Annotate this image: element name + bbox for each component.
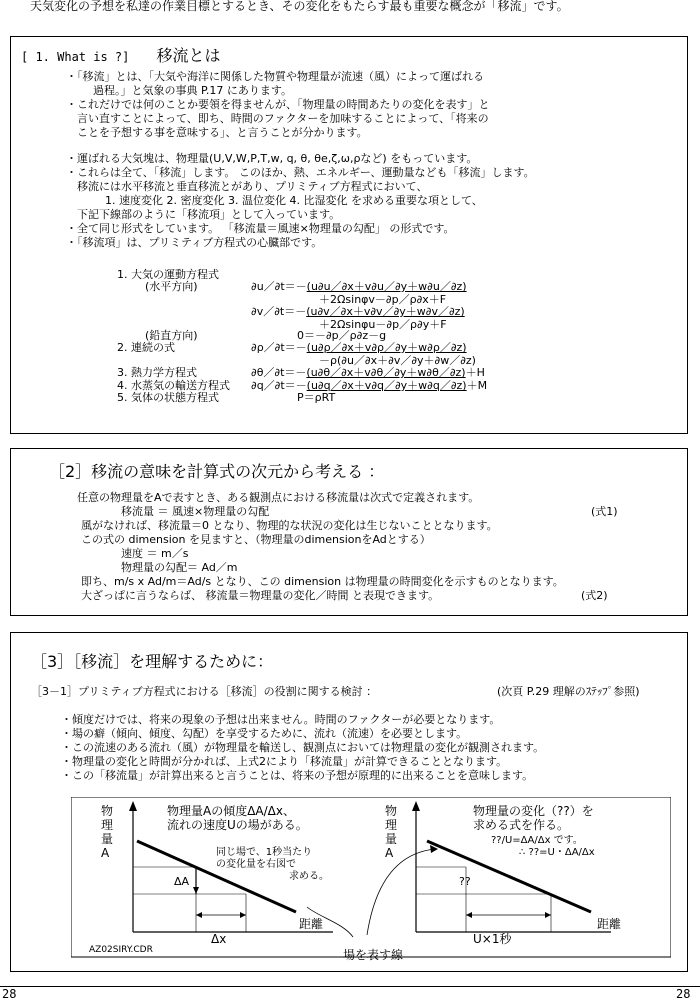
- left-ylabel-char: A: [101, 846, 110, 860]
- s3-line: ・この流速のある流れ（風）が物理量を輸送し、観測点においては物理量の変化が観測されます。: [61, 741, 545, 754]
- right-ylabel-char: A: [385, 846, 394, 860]
- s2-line: 即ち、m/s x Ad/m＝Ad/s となり、この dimension は物理量の時間変化を示すものとなります。: [81, 575, 564, 588]
- s1-line: ・これらは全て、「移流」します。 このほか、熱、エネルギー、運動量なども「移流」します。: [66, 166, 535, 179]
- field-line-label: 場を表す線: [343, 948, 404, 962]
- section-3-reference: (次頁 P.29 理解のｽﾃｯﾌﾟ参照): [497, 685, 640, 698]
- right-ylabel-char: 量: [385, 832, 398, 846]
- eq-label: 5. 気体の状態方程式: [117, 391, 219, 404]
- equation: ∂ρ／∂t＝－(u∂ρ／∂x＋v∂ρ／∂y＋w∂ρ／∂z): [251, 341, 467, 354]
- s1-line: 過程。」と気象の事典 P.17 にあります。: [93, 84, 293, 97]
- s1-line: ・運ばれる大気塊は、物理量(U,V,W,P,T,w, q, θ, θe,ζ,ω,ρなど) をもっています。: [66, 152, 478, 165]
- section-1-title: [ 1. What is ?] 移流とは: [21, 46, 221, 65]
- right-formula: ??/U=ΔA/Δx です。: [491, 835, 583, 846]
- equation: ∂θ／∂t＝－(u∂θ／∂x＋v∂θ／∂y＋w∂θ／∂z)＋H: [251, 366, 485, 379]
- s2-line: この式の dimension を見ますと、（物理量のdimensionをAdとする）: [81, 533, 431, 546]
- section-1-box: [10, 36, 688, 434]
- left-xlabel: 距離: [299, 917, 324, 931]
- equation: ∂v／∂t＝－(u∂v／∂x＋v∂v／∂y＋w∂v／∂z): [251, 305, 465, 318]
- footer-rule: [0, 986, 700, 987]
- u-label: U×1秒: [473, 932, 512, 946]
- s1-line: 言い直すことによって、即ち、時間のファクターを加味することによって、「将来の: [77, 112, 489, 125]
- section-2-title: ［2］移流の意味を計算式の次元から考える ：: [49, 462, 385, 481]
- left-ylabel-char: 量: [101, 832, 114, 846]
- left-ylabel-char: 理: [101, 818, 114, 832]
- left-caption: 流れの速度Uの場がある。: [167, 818, 308, 832]
- left-note: 同じ場で、1秒当たり: [216, 847, 313, 858]
- s1-line: ・これだけでは何のことか要領を得ませんが、「物理量の時間あたりの変化を表す」と: [66, 98, 490, 111]
- s3-line: ・物理量の変化と時間が分かれば、上式2により「移流量」が計算できることとなります。: [61, 755, 508, 768]
- equation: ∂u／∂t＝－(u∂u／∂x＋v∂u／∂y＋w∂u／∂z): [251, 280, 467, 293]
- s1-line: ・「移流」とは、「大気や海洋に関係した物質や物理量が流速（風）によって運ばれる: [66, 70, 484, 83]
- s2-line: 移流量 ＝ 風速×物理量の勾配: [121, 505, 270, 518]
- s1-line: 1. 速度変化 2. 密度変化 3. 温位変化 4. 比湿変化 を求める重要な項として、: [105, 194, 483, 207]
- section-3-subtitle: ［3－1］プリミティブ方程式における［移流］の役割に関する検討 ：: [31, 685, 378, 698]
- equation: －ρ(∂u／∂x＋∂v／∂y＋∂w／∂z): [319, 354, 476, 367]
- left-note: の変化量を右図で: [216, 859, 296, 870]
- equation: P＝ρRT: [297, 391, 336, 404]
- delta-a-label: ΔA: [174, 875, 190, 888]
- page-number-right: 28: [676, 987, 691, 1001]
- eq-label: 2. 連続の式: [117, 341, 175, 354]
- s3-line: ・この「移流量」が計算出来ると言うことは、将来の予想が原理的に出来ることを意味します。: [61, 769, 534, 782]
- eq-label: (鉛直方向): [145, 329, 198, 342]
- page-number-left: 28: [2, 987, 17, 1001]
- s2-line: 物理量の勾配＝ Ad／m: [121, 561, 238, 574]
- s1-line: 下記下線部のように「移流項」として入っています。: [77, 208, 341, 221]
- eq-label: 1. 大気の運動方程式: [117, 268, 219, 281]
- eq-label: 4. 水蒸気の輸送方程式: [117, 379, 230, 392]
- s1-line: ことを予想する事を意味する」、と言うことが分かります。: [77, 126, 368, 139]
- right-caption: 求める式を作る。: [473, 818, 570, 832]
- s1-line: ・全て同じ形式をしています。 「移流量＝風速×物理量の勾配」 の形式です。: [66, 222, 455, 235]
- figure-frame: [71, 797, 671, 957]
- eq-label: 3. 熱力学方程式: [117, 366, 197, 379]
- s2-line: 風がなければ、移流量＝0 となり、物理的な状況の変化は生じないこととなります。: [81, 519, 498, 532]
- section-2-box: [10, 448, 688, 616]
- right-y-axis-arrow: [412, 801, 420, 811]
- right-ylabel-char: 物: [385, 804, 398, 818]
- advection-figure: [71, 797, 671, 967]
- left-caption: 物理量Aの傾度ΔA/Δx、: [167, 804, 295, 818]
- s3-line: ・傾度だけでは、将来の現象の予想は出来ません。時間のファクターが必要となります。: [61, 713, 501, 726]
- header-line: 天気変化の予想を私達の作業目標とするとき、その変化をもたらす最も重要な概念が「移流」です。: [30, 0, 569, 13]
- s2-line: 任意の物理量をAで表すとき、ある観測点における移流量は次式で定義されます。: [77, 491, 480, 504]
- equation: ∂q／∂t＝－(u∂q／∂x＋v∂q／∂y＋w∂q／∂z)＋M: [251, 379, 488, 392]
- eq-label: (水平方向): [145, 280, 198, 293]
- file-label: AZ02SIRY.CDR: [89, 945, 153, 955]
- left-y-axis-arrow: [129, 801, 137, 811]
- s2-line: 大ざっぱに言うならば、 移流量＝物理量の変化／時間 と表現できます。: [81, 589, 440, 602]
- s1-line: 移流には水平移流と垂直移流とがあり、プリミティブ方程式において、: [77, 180, 428, 193]
- right-xlabel: 距離: [597, 917, 622, 931]
- equation: ＋2Ωsinφv－∂p／ρ∂x＋F: [319, 293, 447, 306]
- s2-eq-number: (式2): [581, 589, 608, 602]
- s2-line: 速度 ＝ m／s: [121, 547, 189, 560]
- connector-curve: [367, 849, 436, 935]
- left-ylabel-char: 物: [101, 804, 114, 818]
- left-note: 求める。: [289, 871, 329, 882]
- right-ylabel-char: 理: [385, 818, 398, 832]
- equation: ＋2Ωsinφu－∂p／ρ∂y＋F: [319, 318, 447, 331]
- right-caption: 物理量の変化（??）を: [473, 804, 594, 818]
- section-3-box: [10, 632, 688, 972]
- s2-eq-number: (式1): [591, 505, 618, 518]
- section-3-title: ［3］［移流］を理解するために：: [31, 652, 274, 671]
- s3-line: ・場の癖（傾向、傾度、勾配）を享受するために、流れ（流速）を必要とします。: [61, 727, 468, 740]
- equation: 0＝－∂p／ρ∂z－g: [297, 329, 387, 342]
- s1-line: ・「移流項」は、プリミティブ方程式の心臓部です。: [66, 236, 323, 249]
- qq-label: ??: [459, 875, 471, 888]
- delta-x-label: Δx: [211, 932, 227, 946]
- right-formula: ∴ ??=U・ΔA/Δx: [519, 847, 595, 858]
